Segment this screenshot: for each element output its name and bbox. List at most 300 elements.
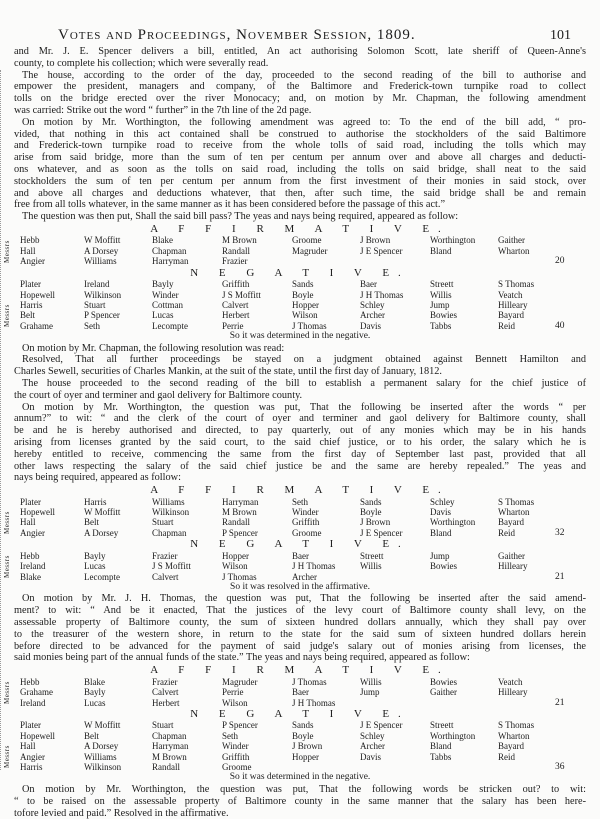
text-line: assessable property of Baltimore county, the sum of sixteen hundred dollars annually, which they shall pay over [14, 617, 586, 629]
running-header [0, 26, 600, 44]
text-line: free from all tolls whatever, in the same manner as it has been considered before the passage of this act.” [14, 199, 446, 211]
affirmative-column [498, 497, 534, 539]
voter-name: Ireland [20, 697, 46, 708]
affirmative-column [84, 497, 120, 539]
voter-name: Randall [152, 762, 180, 773]
voter-name: Bayly [152, 279, 174, 290]
voter-name: Angier [20, 751, 45, 762]
negative-count: 21 [555, 571, 565, 582]
affirmative-names [0, 497, 600, 539]
negative-count: 40 [555, 320, 565, 331]
vote-result: So it was resolved in the affirmative. [230, 581, 370, 592]
voter-name: Wilson [222, 561, 248, 572]
voter-name: Willis [430, 289, 452, 300]
voter-name: Ireland [20, 561, 46, 572]
voter-name: Belt [84, 730, 99, 741]
negative-column [152, 279, 188, 331]
affirmative-count: 20 [555, 256, 565, 267]
affirmative-column [292, 497, 322, 539]
voter-name: Davis [430, 507, 451, 518]
text-line: and Frederick-town turnpike road to receive from the whole tolls of said road, including the tolls which may [14, 140, 586, 152]
negative-names [0, 279, 600, 331]
negative-column [498, 720, 534, 762]
voter-name: Groome [222, 762, 252, 773]
voter-name: Hopper [292, 299, 319, 310]
voter-name: Harris [84, 496, 107, 507]
voter-name: Stuart [152, 720, 174, 731]
affirmative-heading: A F F I R M A T I V E. [150, 222, 450, 235]
voter-name: J E Spencer [360, 527, 403, 538]
voter-name: Blake [20, 571, 41, 582]
messrs-label: Messrs [3, 511, 11, 535]
voter-name: Reid [498, 751, 515, 762]
text-line: arise from said bridge, more than the sum of ten per centum per annum over and above all charges and deducti- [14, 152, 586, 164]
voter-name: Boyle [292, 289, 314, 300]
text-line: On motion by Mr. Worthington, the question was put, That the following be inserted after the words “ per [22, 401, 586, 413]
voter-name: Chapman [152, 245, 187, 256]
voter-name: Hopper [292, 751, 319, 762]
voter-name: Groome [292, 235, 322, 246]
voter-name: Groome [292, 527, 322, 538]
voter-name: Williams [84, 256, 117, 267]
voter-name: J S Moffitt [222, 289, 261, 300]
voter-name: Hilleary [498, 561, 528, 572]
text-line: nays being required, appeared as follow: [14, 472, 181, 484]
negative-column [20, 551, 45, 582]
affirmative-column [152, 677, 179, 708]
voter-name: Lecompte [84, 571, 120, 582]
voter-name: Schley [360, 730, 385, 741]
voter-name: J E Spencer [360, 245, 403, 256]
negative-heading: N E G A T I V E. [190, 707, 410, 720]
voter-name: Reid [498, 527, 515, 538]
voter-name: Seth [222, 730, 239, 741]
voter-name: Hall [20, 741, 36, 752]
negative-column [152, 551, 191, 582]
voter-name: Bland [430, 741, 452, 752]
voter-name: Streett [430, 279, 454, 290]
affirmative-column [430, 677, 457, 698]
voter-name: Griffith [222, 751, 250, 762]
messrs-label: Messrs [3, 681, 11, 704]
paragraph [14, 343, 586, 355]
voter-name: A Dorsey [84, 741, 119, 752]
voter-name: Harryman [222, 496, 259, 507]
messrs-label: Messrs [3, 304, 11, 328]
voter-name: Angier [20, 256, 45, 267]
voter-name: Hopewell [20, 507, 55, 518]
voter-name: Frazier [152, 550, 178, 561]
negative-column [498, 279, 534, 331]
text-line: The question was then put, Shall the said bill pass? The yeas and nays being required, appeared as follow: [22, 211, 459, 223]
voter-name: Calvert [222, 299, 249, 310]
voter-name: W Moffitt [84, 720, 121, 731]
voter-name: Seth [292, 496, 309, 507]
negative-column [20, 720, 55, 772]
voter-name: Blake [84, 676, 105, 687]
negative-column [20, 279, 55, 331]
voter-name: Winder [222, 741, 249, 752]
text-line: Resolved, That all further proceedings be stayed on a judgment obtained against Bennett Hamilton and [22, 354, 586, 366]
voter-name: Bayard [498, 310, 524, 321]
voter-name: Hopewell [20, 730, 55, 741]
voter-name: W Moffitt [84, 235, 121, 246]
voter-name: Herbert [152, 697, 180, 708]
text-line: annum?” to wit: “ and the clerk of the court of oyer and terminer and gaol delivery for Baltimore county, shall [14, 413, 586, 425]
voter-name: J Thomas [222, 571, 257, 582]
text-line: On motion by Mr. Chapman, the following resolution was read: [22, 342, 285, 354]
affirmative-heading: A F F I R M A T I V E. [150, 484, 450, 497]
text-line: On motion by Mr. Worthington, the following amendment was agreed to: To the end of the bill add, “ pro- [22, 116, 586, 128]
voter-name: Baer [360, 279, 377, 290]
voter-name: Jump [430, 299, 450, 310]
text-line: The house proceeded to the second reading of the bill to establish a permanent salary for the chief justice of [22, 378, 586, 390]
text-line: empower the president, managers and company, of the Baltimore and Frederick-town turnpike road to collect [14, 81, 586, 93]
affirmative-column [152, 497, 189, 539]
voter-name: Herbert [222, 310, 250, 321]
voter-name: Randall [222, 517, 250, 528]
affirmative-names [0, 235, 600, 266]
voter-name: Boyle [360, 507, 382, 518]
voter-name: Reid [498, 320, 515, 331]
text-line: The house, according to the order of the day, proceeded to the second reading of the bill to authorise and [22, 69, 586, 81]
voter-name: P Spencer [222, 720, 258, 731]
voter-name: Winder [292, 507, 319, 518]
text-block [14, 343, 586, 485]
voter-name: Harris [20, 299, 43, 310]
negative-column [222, 279, 261, 331]
voter-name: J H Thomas [360, 289, 404, 300]
voter-name: Lucas [84, 561, 106, 572]
voter-name: Tabbs [430, 320, 452, 331]
voter-name: Worthington [430, 517, 476, 528]
voter-name: Chapman [152, 730, 187, 741]
voter-name: Baer [292, 550, 309, 561]
text-block [14, 46, 586, 223]
voter-name: Wharton [498, 245, 530, 256]
affirmative-column [222, 677, 258, 708]
voter-name: Streett [360, 550, 384, 561]
vote-record [0, 664, 600, 784]
voter-name: Davis [360, 320, 381, 331]
voter-name: Ireland [84, 279, 110, 290]
negative-column [222, 551, 257, 582]
voter-name: Hebb [20, 676, 40, 687]
messrs-label: Messrs [3, 239, 11, 263]
text-line: county, to complete his collection; which were severally read. [14, 57, 269, 69]
voter-name: Archer [292, 571, 317, 582]
voter-name: Wilkinson [84, 762, 122, 773]
voter-name: Williams [84, 751, 117, 762]
voter-name: Hopper [222, 550, 249, 561]
voter-name: Jump [430, 550, 450, 561]
voter-name: P Spencer [84, 310, 120, 321]
voter-name: Williams [152, 496, 185, 507]
text-line: On motion by Mr. Worthington, the question was put, That the following words be stricken out? to wit: [22, 783, 586, 795]
voter-name: Belt [84, 517, 99, 528]
voter-name: Stuart [84, 299, 106, 310]
negative-column [430, 551, 457, 572]
negative-column [430, 279, 457, 331]
vote-result: So it was determined in the negative. [229, 772, 371, 783]
voter-name: Harryman [152, 256, 189, 267]
voter-name: S Thomas [498, 279, 535, 290]
voter-name: Harris [20, 762, 43, 773]
voter-name: Frazier [152, 676, 178, 687]
text-line: and Mr. J. E. Spencer delivers a bill, entitled, An act authorising Solomon Scott, late sheriff of Queen-Anne's [14, 46, 586, 57]
voter-name: Bowies [430, 310, 457, 321]
voter-name: Sands [292, 720, 314, 731]
paragraph [14, 46, 586, 70]
text-block [14, 784, 586, 819]
paragraph [14, 402, 586, 485]
voter-name: Grahame [20, 320, 53, 331]
voter-name: Bowies [430, 676, 457, 687]
voter-name: Worthington [430, 235, 476, 246]
voter-name: Archer [360, 741, 385, 752]
voter-name: Wilson [222, 697, 248, 708]
vote-result: So it was determined in the negative. [229, 331, 371, 342]
voter-name: Schley [430, 496, 455, 507]
paragraph [14, 354, 586, 378]
voter-name: J Brown [360, 235, 391, 246]
text-line: hereby entitled to receive, commencing the same from the first day of September last past, provided that all [14, 448, 586, 460]
negative-column [430, 720, 475, 762]
page-body [0, 46, 600, 819]
voter-name: Lucas [84, 697, 106, 708]
text-line: other laws respecting the salary of the said chief justice be and the same are hereby repealed.” The yeas and [14, 460, 586, 472]
voter-name: Hebb [20, 550, 40, 561]
voter-name: Archer [360, 310, 385, 321]
voter-name: Hopewell [20, 289, 55, 300]
voter-name: Gaither [498, 550, 525, 561]
affirmative-column [20, 497, 55, 539]
paragraph [14, 70, 586, 117]
voter-name: Davis [360, 751, 381, 762]
voter-name: J H Thomas [292, 561, 336, 572]
voter-name: Seth [84, 320, 101, 331]
negative-heading: N E G A T I V E. [190, 538, 410, 551]
voter-name: Hilleary [498, 299, 528, 310]
voter-name: Bayard [498, 741, 524, 752]
voter-name: Calvert [152, 571, 179, 582]
paragraph [14, 117, 586, 211]
voter-name: Wharton [498, 730, 530, 741]
affirmative-column [20, 677, 53, 708]
affirmative-column [430, 235, 475, 256]
negative-column [84, 279, 121, 331]
voter-name: Sands [360, 496, 382, 507]
affirmative-column [360, 235, 403, 256]
voter-name: Schley [360, 299, 385, 310]
voter-name: Grahame [20, 687, 53, 698]
affirmative-column [222, 497, 258, 539]
text-line: ons whatever, and as soon as the tolls on said road, including the tolls on said bridge, shall neat to the said [14, 163, 586, 175]
text-line: to the treasurer of the western shore, in return to the state for the said sum of sixteen hundred dollars herein [14, 628, 586, 640]
voter-name: S Thomas [498, 496, 535, 507]
voter-name: Hall [20, 245, 36, 256]
voter-name: A Dorsey [84, 527, 119, 538]
vote-record [0, 223, 600, 343]
voter-name: Wilson [292, 310, 318, 321]
affirmative-column [292, 677, 335, 708]
voter-name: Bland [430, 527, 452, 538]
affirmative-column [360, 677, 382, 698]
voter-name: Plater [20, 279, 41, 290]
voter-name: Streett [430, 720, 454, 731]
text-block [14, 593, 586, 664]
affirmative-heading: A F F I R M A T I V E. [150, 664, 450, 677]
voter-name: Jump [360, 687, 380, 698]
voter-name: P Spencer [222, 527, 258, 538]
text-line: tolls on the bridge erected over the river Monocacy; and, on motion by Mr. Chapman, the following amendment [14, 93, 586, 105]
voter-name: Boyle [292, 730, 314, 741]
affirmative-count: 21 [555, 697, 565, 708]
voter-name: J H Thomas [292, 697, 336, 708]
voter-name: Chapman [152, 527, 187, 538]
voter-name: Calvert [152, 687, 179, 698]
text-line: On motion by Mr. J. H. Thomas, the question was put, That the following be inserted after the said amend- [22, 593, 586, 605]
negative-column [84, 551, 120, 582]
negative-column [292, 279, 327, 331]
voter-name: Bowies [430, 561, 457, 572]
affirmative-names [0, 677, 600, 708]
voter-name: Wharton [498, 507, 530, 518]
voter-name: Griffith [292, 517, 320, 528]
negative-column [222, 720, 258, 772]
text-line: stockholders the sum of ten per centum per annum from the first investment of their monies in said stock, over [14, 175, 586, 187]
voter-name: Plater [20, 720, 41, 731]
voter-name: W Moffitt [84, 507, 121, 518]
voter-name: Bayard [498, 517, 524, 528]
voter-name: J Brown [360, 517, 391, 528]
voter-name: Cottman [152, 299, 183, 310]
voter-name: Tabbs [430, 751, 452, 762]
page-number: 101 [550, 28, 571, 43]
voter-name: Griffith [222, 279, 250, 290]
voter-name: Blake [152, 235, 173, 246]
voter-name: M Brown [222, 507, 257, 518]
negative-column [292, 720, 322, 762]
affirmative-column [152, 235, 188, 266]
voter-name: M Brown [222, 235, 257, 246]
voter-name: Frazier [222, 256, 248, 267]
text-line: before directed to be advanced for the payment of said judge's salary out of monies arising from licenses, the [14, 640, 586, 652]
paragraph [14, 593, 586, 664]
negative-column [292, 551, 335, 582]
messrs-label: Messrs [3, 555, 11, 578]
text-line: arising from licenses granted by the said court, to the said chief justice, or to his order, the salary which he is [14, 437, 586, 449]
affirmative-column [84, 235, 120, 266]
voter-name: J Brown [292, 741, 323, 752]
negative-column [360, 720, 403, 762]
text-line: vided, that nothing in this act contained shall be construed to authorise the stockholders of the said Baltimore [14, 128, 586, 140]
voter-name: Sands [292, 279, 314, 290]
affirmative-column [498, 677, 528, 698]
voter-name: Lecompte [152, 320, 188, 331]
voter-name: Gaither [430, 687, 457, 698]
voter-name: Willis [360, 676, 382, 687]
voter-name: Bland [430, 245, 452, 256]
page-title: Votes and Proceedings, November Session, 1809. [58, 27, 416, 43]
voter-name: Hilleary [498, 687, 528, 698]
affirmative-column [292, 235, 328, 256]
voter-name: Worthington [430, 730, 476, 741]
voter-name: S Thomas [498, 720, 535, 731]
affirmative-count: 32 [555, 527, 565, 538]
voter-name: Willis [360, 561, 382, 572]
voter-name: Hall [20, 517, 36, 528]
vote-record [0, 484, 600, 593]
paragraph [14, 211, 586, 223]
paragraph [14, 378, 586, 402]
voter-name: Plater [20, 496, 41, 507]
voter-name: Bayly [84, 550, 106, 561]
text-line: was carried: Strike out the word “ further” in the 7th line of the 2d page. [14, 104, 312, 116]
voter-name: M Brown [152, 751, 187, 762]
text-line: “ to be raised on the assessable property of Baltimore county in the same manner that the salary has been here- [14, 795, 586, 807]
voter-name: J Thomas [292, 676, 327, 687]
voter-name: Belt [20, 310, 35, 321]
affirmative-column [222, 235, 257, 266]
voter-name: Randall [222, 245, 250, 256]
negative-heading: N E G A T I V E. [190, 266, 410, 279]
voter-name: A Dorsey [84, 245, 119, 256]
voter-name: Stuart [152, 517, 174, 528]
voter-name: Lucas [152, 310, 174, 321]
negative-names [0, 551, 600, 582]
paragraph [14, 784, 586, 819]
voter-name: Perrie [222, 687, 244, 698]
text-line: the court of oyer and terminer and gaol delivery for Baltimore county. [14, 389, 303, 401]
text-line: tofore levied and paid.” Resolved in the affirmative. [14, 807, 229, 819]
text-line: ment? to wit: “ And be it enacted, That the justices of the levy court of Baltimore county shall levy, on the [14, 605, 586, 617]
text-line: and above all charges and deductions whatever, that then, after such time, the said bridge shall be and remain [14, 187, 586, 199]
negative-column [84, 720, 121, 772]
messrs-label: Messrs [3, 745, 11, 769]
affirmative-column [430, 497, 475, 539]
affirmative-column [20, 235, 45, 266]
voter-name: Harryman [152, 741, 189, 752]
affirmative-column [84, 677, 106, 708]
negative-names [0, 720, 600, 772]
negative-column [498, 551, 528, 572]
voter-name: Angier [20, 527, 45, 538]
negative-column [360, 551, 384, 572]
voter-name: J E Spencer [360, 720, 403, 731]
voter-name: Baer [292, 687, 309, 698]
voter-name: Wilkinson [84, 289, 122, 300]
text-line: Charles Sewell, securities of Charles Mankin, at the suit of the state, until the first day of January, 1812. [14, 366, 442, 378]
negative-column [152, 720, 188, 772]
voter-name: J S Moffitt [152, 561, 191, 572]
voter-name: Veatch [498, 676, 523, 687]
affirmative-column [360, 497, 403, 539]
text-line: said monies being part of the annual funds of the state.” The yeas and nays being required, appeared as follow: [14, 652, 470, 664]
voter-name: Magruder [222, 676, 258, 687]
voter-name: Magruder [292, 245, 328, 256]
affirmative-column [498, 235, 530, 256]
negative-count: 36 [555, 762, 565, 773]
voter-name: Perrie [222, 320, 244, 331]
voter-name: Bayly [84, 687, 106, 698]
voter-name: J Thomas [292, 320, 327, 331]
voter-name: Gaither [498, 235, 525, 246]
negative-column [360, 279, 403, 331]
text-line: be and he is hereby authorised and directed, to pay quarterly, out of any monies which may be in his hands [14, 425, 586, 437]
voter-name: Veatch [498, 289, 523, 300]
voter-name: Hebb [20, 235, 40, 246]
